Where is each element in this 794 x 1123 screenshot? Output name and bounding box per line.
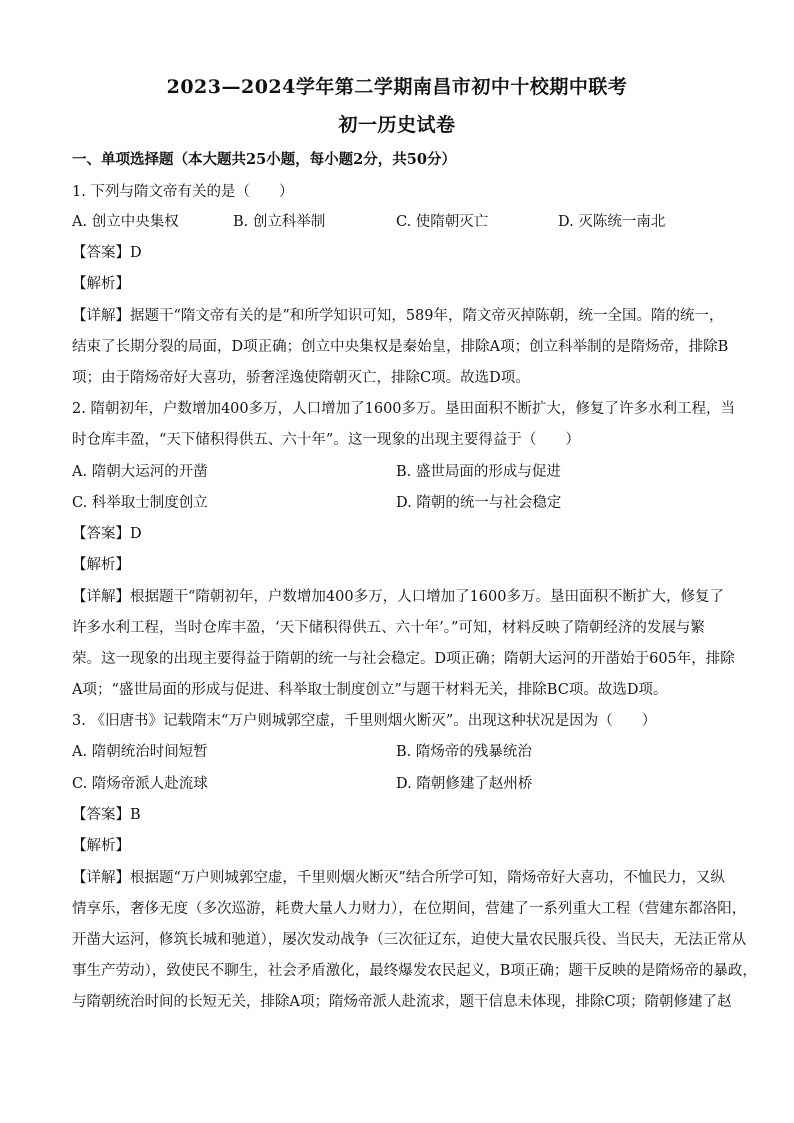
question-1-option-a: A. 创立中央集权	[72, 214, 179, 230]
question-2-detail-line: 【详解】根据题干“隋朝初年，户数增加400多万，人口增加了1600多万。垦田面积不断扩大，修复了	[72, 589, 724, 605]
exam-subtitle: 初一历史试卷	[338, 114, 456, 136]
question-3-option-a: A. 隋朝统治时间短暂	[72, 744, 208, 760]
question-3-detail-line: 与隋朝统治时间的长短无关，排除A项；隋炀帝派人赴流求，题干信息未体现，排除C项；隋朝修建了赵	[72, 994, 732, 1010]
question-3-answer: 【答案】B	[72, 807, 141, 823]
question-3-stem: 3. 《旧唐书》记载隋末“万户则城郭空虚，千里则烟火断灭”。出现这种状况是因为（ ）	[72, 713, 657, 729]
question-2-detail-line: A项；“盛世局面的形成与促进、科举取士制度创立”与题干材料无关，排除BC项。故选D项。	[72, 682, 668, 698]
question-2-option-a: A. 隋朝大运河的开凿	[72, 464, 208, 480]
question-2-option-c: C. 科举取士制度创立	[72, 495, 208, 511]
question-2-option-d: D. 隋朝的统一与社会稳定	[396, 495, 562, 511]
exam-title: 2023—2024学年第二学期南昌市初中十校期中联考	[166, 76, 628, 98]
question-3-detail-line: 情享乐，奢侈无度（多次巡游，耗费大量人力财力），在位期间，营建了一系列重大工程（营建东都洛阳，	[72, 901, 747, 917]
question-2-answer: 【答案】D	[72, 526, 142, 542]
question-1-detail-line: 结束了长期分裂的局面，D项正确；创立中央集权是秦始皇，排除A项；创立科举制的是隋炀帝，排除B	[72, 339, 729, 355]
question-1-analysis-label: 【解析】	[72, 276, 130, 292]
question-3-option-b: B. 隋炀帝的残暴统治	[396, 744, 532, 760]
section-heading: 一、单项选择题（本大题共25小题，每小题2分，共50分）	[72, 151, 456, 168]
question-3-detail-line: 【详解】根据题“万户则城郭空虚，千里则烟火断灭”结合所学可知，隋炀帝好大喜功，不恤民力，又纵	[72, 870, 725, 886]
question-2-option-b: B. 盛世局面的形成与促进	[396, 464, 561, 480]
question-3-option-c: C. 隋炀帝派人赴流球	[72, 776, 208, 792]
question-1-option-b: B. 创立科举制	[233, 214, 326, 230]
question-1-option-d: D. 灭陈统一南北	[558, 214, 666, 230]
question-3-option-d: D. 隋朝修建了赵州桥	[396, 776, 533, 792]
question-1-detail-line: 【详解】据题干“隋文帝有关的是”和所学知识可知，589年，隋文帝灭掉陈朝，统一全国。隋的统一，	[72, 308, 724, 324]
question-1-detail-line: 项；由于隋炀帝好大喜功，骄奢淫逸使隋朝灭亡，排除C项。故选D项。	[72, 370, 530, 386]
question-2-stem-line: 2. 隋朝初年，户数增加400多万，人口增加了1600多万。垦田面积不断扩大，修复了许多水利工程，当	[72, 401, 736, 417]
question-2-detail-line: 许多水利工程，当时仓库丰盈，‘天下储积得供五、六十年’。”可知，材料反映了隋朝经济的发展与繁	[72, 620, 705, 636]
question-1-answer: 【答案】D	[72, 245, 142, 261]
question-2-stem-line: 时仓库丰盈，“天下储积得供五、六十年”。这一现象的出现主要得益于（ ）	[72, 432, 580, 448]
question-1-stem: 1. 下列与隋文帝有关的是（ ）	[72, 184, 294, 200]
question-3-detail-line: 开凿大运河，修筑长城和驰道），屡次发动战争（三次征辽东，迫使大量农民服兵役、当民夫，无法正常从	[72, 932, 747, 948]
question-2-detail-line: 荣。这一现象的出现主要得益于隋朝的统一与社会稳定。D项正确；隋朝大运河的开凿始于605年，排除	[72, 651, 735, 667]
question-2-analysis-label: 【解析】	[72, 557, 130, 573]
question-1-option-c: C. 使隋朝灭亡	[396, 214, 489, 230]
question-3-analysis-label: 【解析】	[72, 838, 130, 854]
question-3-detail-line: 事生产劳动），致使民不聊生，社会矛盾激化，最终爆发农民起义，B项正确；题干反映的是隋炀帝的暴政，	[72, 963, 757, 979]
